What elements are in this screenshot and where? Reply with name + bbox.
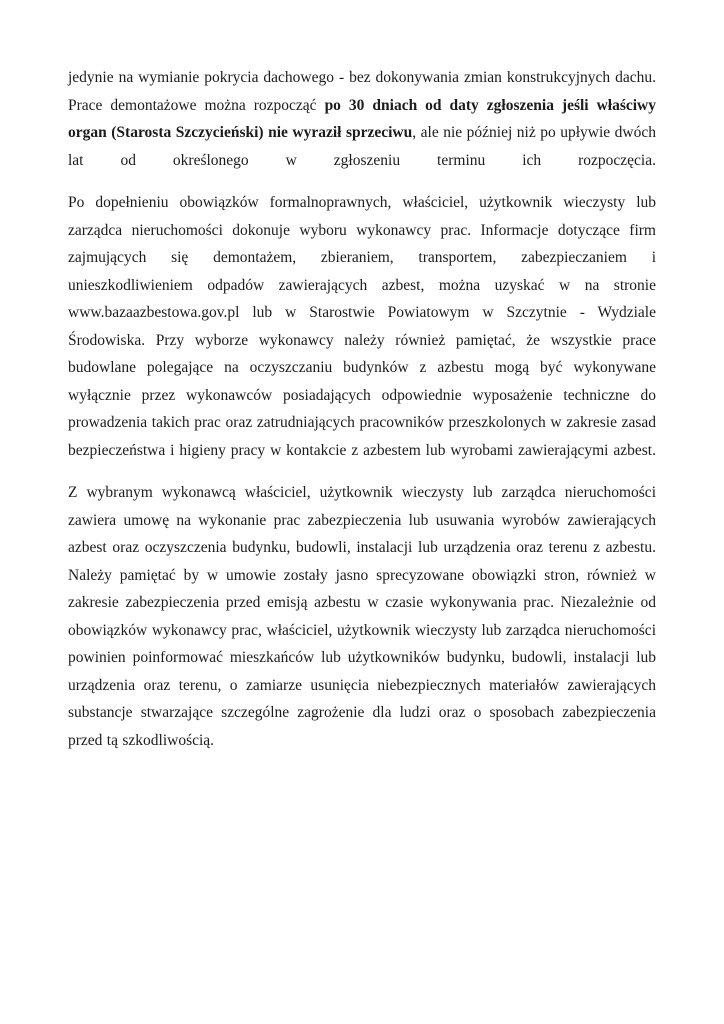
paragraph-contractor-selection — [68, 189, 656, 464]
paragraph-text: jedynie na wymianie pokrycia dachowego - bez dokonywania zmian konstrukcyjnych dachu. Prace demontażowe można rozpocząć — [68, 69, 656, 114]
paragraph-demolition-notice — [68, 64, 656, 174]
paragraph-text: Po dopełnieniu obowiązków formalnoprawnych, właściciel, użytkownik wieczysty lub zarządca nieruchomości dokonuje wyboru wykonawcy prac. Informacje dotyczące firm zajmujących się demontażem, zbieraniem, transportem, zabezpieczaniem i unieszkodliwieniem odpadów zawierających azbest, można uzyskać w na stronie www.bazaazbestowa.gov.pl lub w Starostwie Powiatowym w Szczytnie - Wydziale Środowiska. Przy wyborze wykonawcy należy również pamiętać, że wszystkie prace budowlane polegające na oczyszczaniu budynków z azbestu mogą być wykonywane wyłącznie przez wykonawców posiadających odpowiednie wyposażenie techniczne do prowadzenia takich prac oraz zatrudniających pracowników przeszkolonych w zakresie zasad bezpieczeństwa i higieny pracy w kontakcie z azbestem lub wyrobami zawierającymi azbest. — [68, 194, 656, 459]
bold-run-30-days-rule: po 30 dniach od daty zgłoszenia jeśli właściwy organ (Starosta Szczycieński) nie wyraził sprzeciwu — [68, 96, 657, 141]
paragraph-contract-obligations — [68, 479, 656, 754]
paragraph-text: Z wybranym wykonawcą właściciel, użytkownik wieczysty lub zarządca nieruchomości zawiera umowę na wykonanie prac zabezpieczenia lub usuwania wyrobów zawierających azbest oraz oczyszczenia budynku, budowli, instalacji lub urządzenia oraz terenu z azbestu. Należy pamiętać by w umowie zostały jasno sprecyzowane obowiązki stron, również w zakresie zabezpieczenia przed emisją azbestu w czasie wykonywania prac. Niezależnie od obowiązków wykonawcy prac, właściciel, użytkownik wieczysty lub zarządca nieruchomości powinien poinformować mieszkańców lub użytkowników budynku, budowli, instalacji lub urządzenia oraz terenu, o zamiarze usunięcia niebezpiecznych materiałów zawierających substancje stwarzające szczególne zagrożenie dla ludzi oraz o sposobach zabezpieczenia przed tą szkodliwością. — [68, 484, 656, 749]
paragraph-text: , ale nie później niż po upływie dwóch lat od określonego w zgłoszeniu terminu ich rozpoczęcia. — [68, 124, 656, 169]
